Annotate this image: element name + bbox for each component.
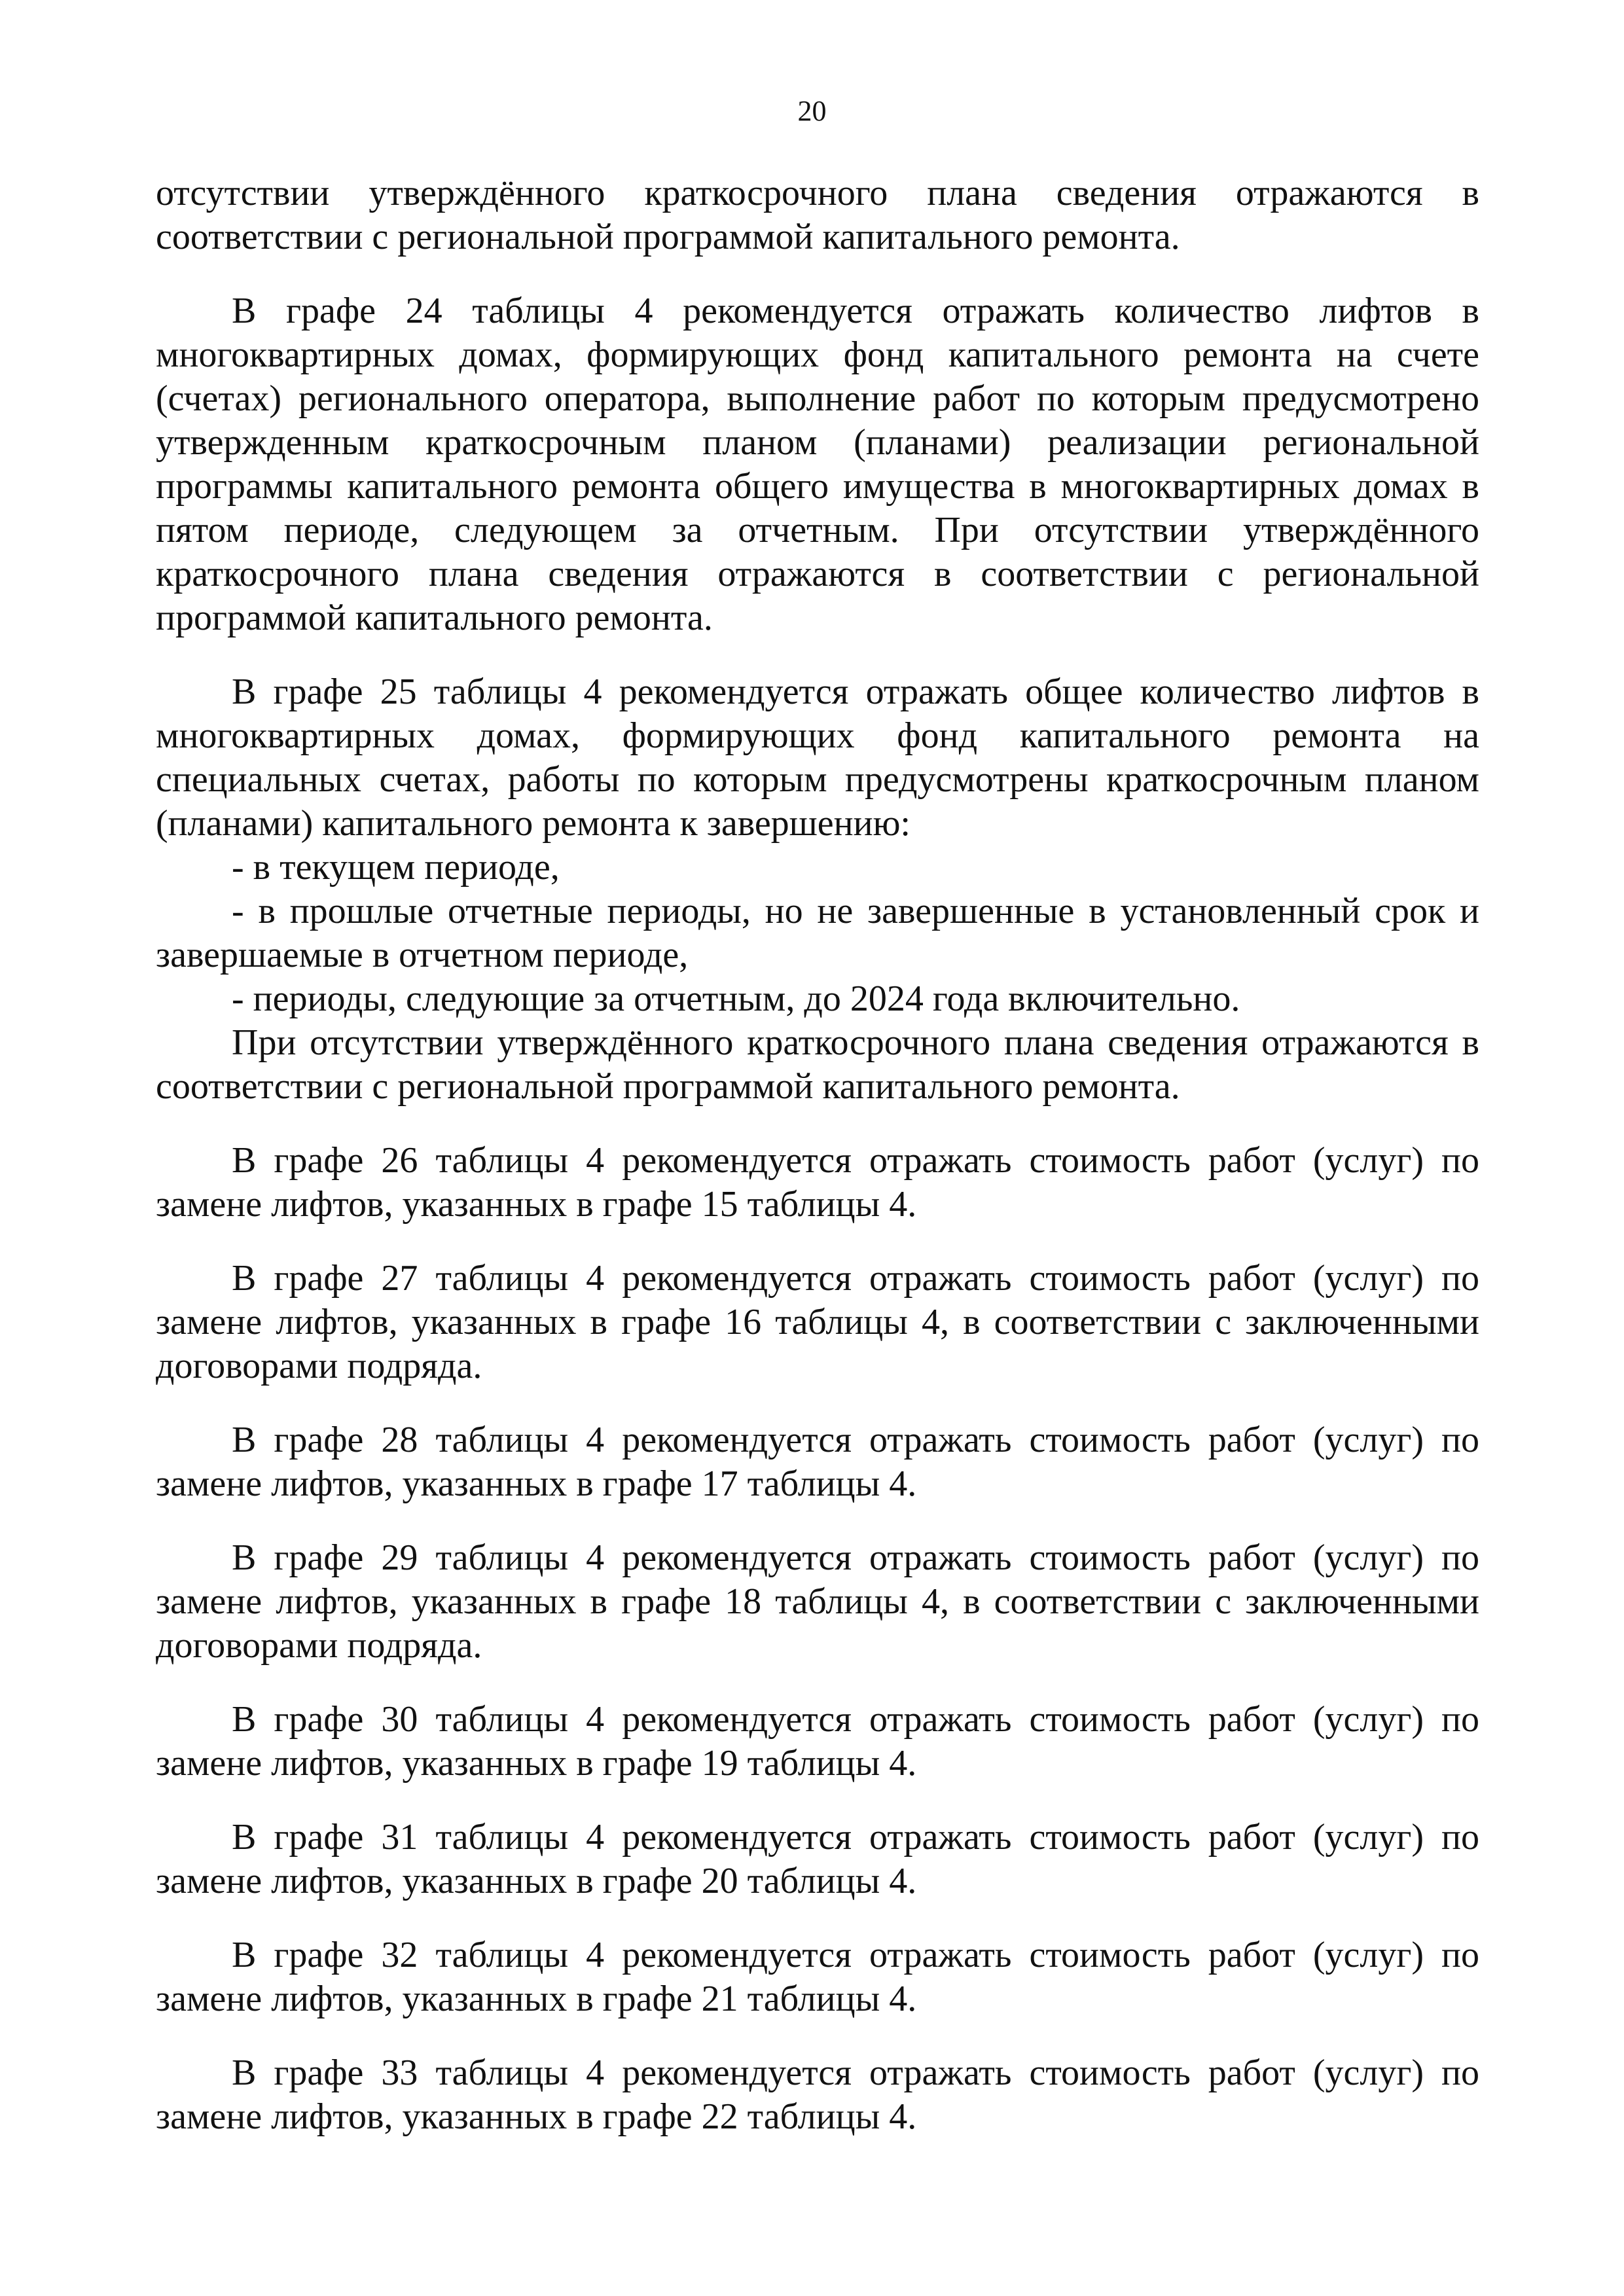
paragraph-grafa-29: В графе 29 таблицы 4 рекомендуется отражать стоимость работ (услуг) по замене лифтов, указанных в графе 18 таблицы 4, в соответствии с заключенными договорами подряда. xyxy=(156,1537,1479,1666)
paragraph-grafa-31: В графе 31 таблицы 4 рекомендуется отражать стоимость работ (услуг) по замене лифтов, указанных в графе 20 таблицы 4. xyxy=(156,1817,1479,1901)
paragraph-continuation: отсутствии утверждённого краткосрочного плана сведения отражаются в соответствии с региональной программой капитального ремонта. xyxy=(156,173,1479,257)
paragraph-grafa-27: В графе 27 таблицы 4 рекомендуется отражать стоимость работ (услуг) по замене лифтов, указанных в графе 16 таблицы 4, в соответствии с заключенными договорами подряда. xyxy=(156,1258,1479,1386)
paragraph-grafa-33: В графе 33 таблицы 4 рекомендуется отражать стоимость работ (услуг) по замене лифтов, указанных в графе 22 таблицы 4. xyxy=(156,2053,1479,2137)
paragraph-grafa-26: В графе 26 таблицы 4 рекомендуется отражать стоимость работ (услуг) по замене лифтов, указанных в графе 15 таблицы 4. xyxy=(156,1140,1479,1225)
list-item-following-periods: - периоды, следующие за отчетным, до 2024 года включительно. xyxy=(232,978,1240,1019)
list-item-current-period: - в текущем периоде, xyxy=(232,847,560,888)
list-item-past-periods: - в прошлые отчетные периоды, но не завершенные в установленный срок и завершаемые в отчетном периоде, xyxy=(156,891,1479,975)
paragraph-grafa-30: В графе 30 таблицы 4 рекомендуется отражать стоимость работ (услуг) по замене лифтов, указанных в графе 19 таблицы 4. xyxy=(156,1699,1479,1784)
paragraph-grafa-25: В графе 25 таблицы 4 рекомендуется отражать общее количество лифтов в многоквартирных домах, формирующих фонд капитального ремонта на специальных счетах, работы по которым предусмотрены краткосрочным планом (планами) капитального ремонта к завершению: xyxy=(156,672,1479,844)
paragraph-grafa-32: В графе 32 таблицы 4 рекомендуется отражать стоимость работ (услуг) по замене лифтов, указанных в графе 21 таблицы 4. xyxy=(156,1935,1479,2019)
paragraph-no-plan-note: При отсутствии утверждённого краткосрочного плана сведения отражаются в соответствии с региональной программой капитального ремонта. xyxy=(156,1022,1479,1107)
paragraph-grafa-28: В графе 28 таблицы 4 рекомендуется отражать стоимость работ (услуг) по замене лифтов, указанных в графе 17 таблицы 4. xyxy=(156,1420,1479,1504)
document-body xyxy=(156,171,1479,2139)
paragraph-grafa-24: В графе 24 таблицы 4 рекомендуется отражать количество лифтов в многоквартирных домах, формирующих фонд капитального ремонта на счете (счетах) регионального оператора, выполнение работ по которым предусмотрено утвержденным краткосрочным планом (планами) реализации региональной программы капитального ремонта общего имущества в многоквартирных домах в пятом периоде, следующем за отчетным. При отсутствии утверждённого краткосрочного плана сведения отражаются в соответствии с региональной программой капитального ремонта. xyxy=(156,291,1479,638)
page-number: 20 xyxy=(797,95,827,127)
